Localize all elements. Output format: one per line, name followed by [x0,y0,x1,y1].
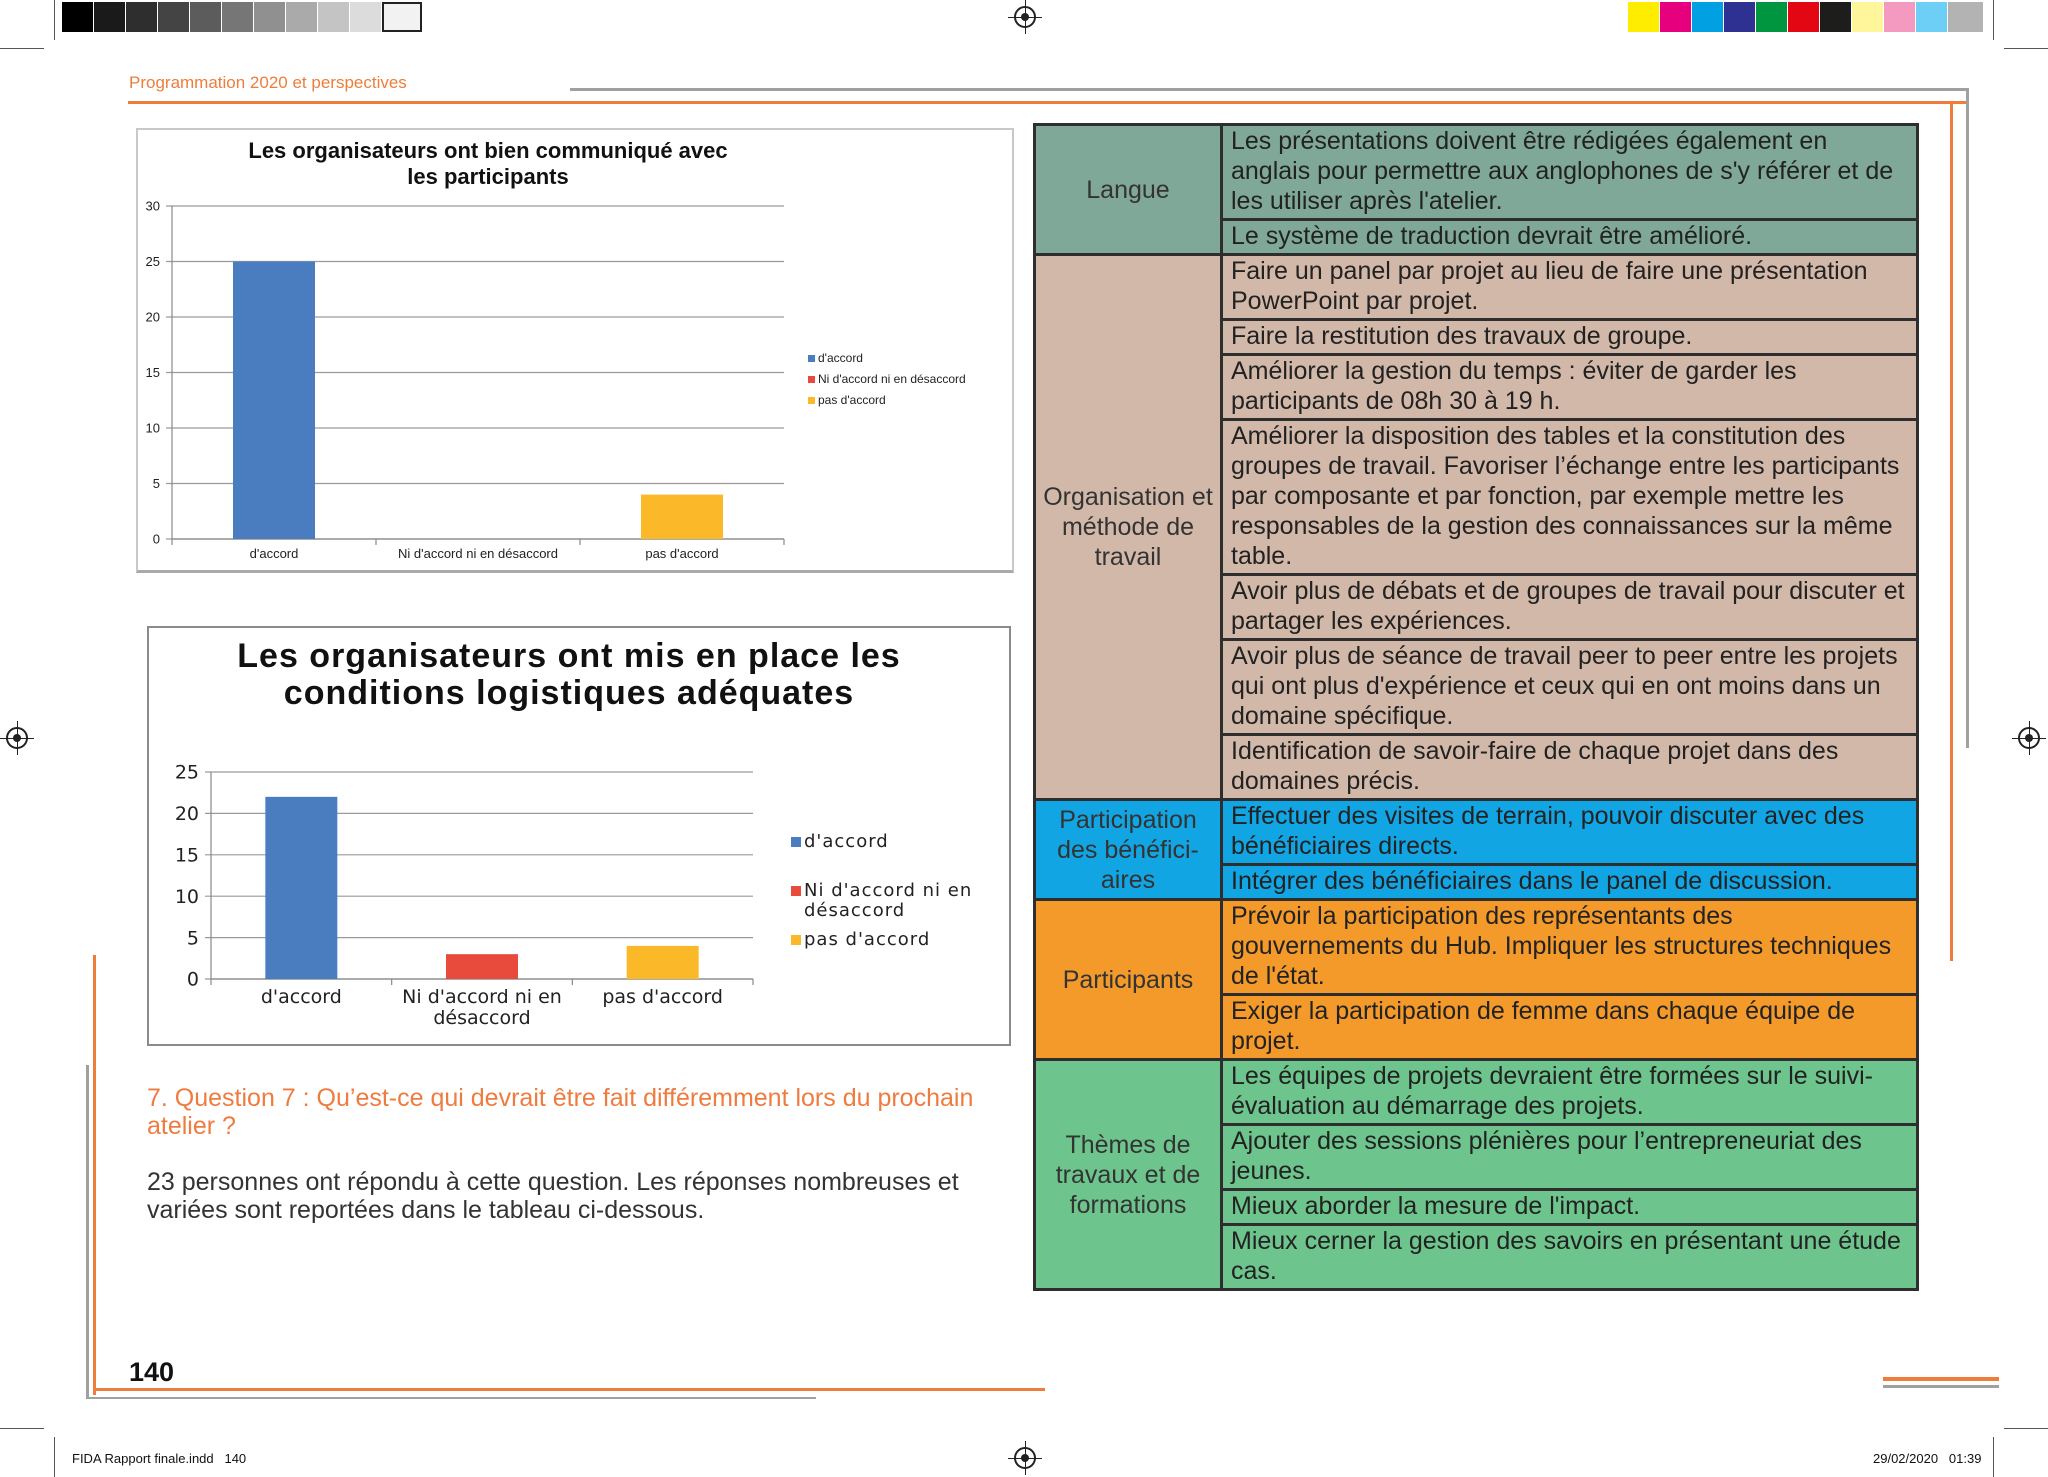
table-cell: Exiger la participation de femme dans chaque équipe de projet. [1222,995,1918,1060]
feedback-table [1033,123,1919,1291]
legend-swatch [791,837,801,847]
table-row [1035,125,1918,220]
registration-mark-left [6,727,28,749]
table-cell: Avoir plus de débats et de groupes de travail pour discuter et partager les expériences. [1222,575,1918,640]
legend-label: Ni d'accord ni en [804,880,973,901]
chart-2-title: Les organisateurs ont mis en place les conditions logistiques adéquates [237,637,901,712]
footer-file: FIDA Rapport finale.indd 140 [72,1451,247,1466]
x-tick-label: pas d'accord [645,546,719,561]
y-tick-label: 25 [145,254,160,270]
y-tick-label: 15 [145,365,160,381]
category-cell: Organisation et méthode de travail [1035,255,1222,800]
page-number: 140 [129,1357,175,1387]
y-tick-label: 5 [152,476,160,492]
legend-label: d'accord [818,351,863,365]
category-cell: Participation des bénéfici-aires [1035,800,1222,900]
category-cell: Participants [1035,900,1222,1060]
registration-mark-bottom [1014,1447,1036,1469]
table-row [1035,800,1918,865]
table-cell: Améliorer la disposition des tables et la constitution des groupes de travail. Favoriser l’échange entre les participants par composante et par fonction, par exemple mettre les responsables de la gestion des connaissances sur la même table. [1222,420,1918,575]
footer-right-gray-rule [1883,1385,1999,1388]
header-orange-rule [128,101,1966,104]
table-cell: Faire un panel par projet au lieu de faire une présentation PowerPoint par projet. [1222,255,1918,320]
y-tick-label: 20 [174,803,199,826]
table-cell: Ajouter des sessions plénières pour l’entrepreneuriat des jeunes. [1222,1125,1918,1190]
registration-mark-top [1014,6,1036,28]
x-tick-label: désaccord [433,1006,531,1029]
y-tick-label: 15 [174,844,199,867]
left-gray-rule [86,1065,89,1397]
bar [446,954,518,979]
y-tick-label: 25 [174,761,199,784]
legend-swatch [808,397,815,404]
footer-datetime: 29/02/2020 01:39 [1873,1451,1982,1466]
legend-swatch [791,935,801,945]
y-tick-label: 30 [145,198,160,214]
bar [233,262,315,540]
table-cell: Intégrer des bénéficiaires dans le panel de discussion. [1222,865,1918,900]
legend-label: Ni d'accord ni en désaccord [818,372,966,386]
legend-swatch [808,376,815,383]
running-title: Programmation 2020 et perspectives [129,73,407,92]
table-cell: Les présentations doivent être rédigées également en anglais pour permettre aux anglophones de s'y référer et de les utiliser après l'atelier. [1222,125,1918,220]
y-tick-label: 10 [174,885,199,908]
x-tick-label: d'accord [260,986,342,1008]
chart-2 [147,626,1011,1046]
bar [627,946,699,979]
question-body: 23 personnes ont répondu à cette question. Les réponses nombreuses et variées sont reportées dans le tableau ci-dessous. [147,1168,959,1224]
bar [641,495,723,539]
legend-label: désaccord [804,899,906,921]
registration-mark-right [2018,727,2040,749]
table-row [1035,1060,1918,1125]
y-tick-label: 0 [186,968,199,991]
table-cell: Effectuer des visites de terrain, pouvoir discuter avec des bénéficiaires directs. [1222,800,1918,865]
table-cell: Les équipes de projets devraient être formées sur le suivi-évaluation au démarrage des projets. [1222,1060,1918,1125]
x-tick-label: Ni d'accord ni en [402,986,562,1008]
chart-1 [136,128,1014,573]
bar [265,797,337,979]
footer-orange-rule [93,1388,1045,1391]
chart-1-title: Les organisateurs ont bien communiqué avec les participants [248,138,728,189]
legend-label: pas d'accord [804,929,931,950]
table-cell: Le système de traduction devrait être amélioré. [1222,220,1918,255]
left-orange-rule [93,955,96,1395]
table-cell: Prévoir la participation des représentants des gouvernements du Hub. Impliquer les structures techniques de l'état. [1222,900,1918,995]
legend-swatch [808,355,815,362]
x-tick-label: pas d'accord [602,986,723,1008]
table-cell: Identification de savoir-faire de chaque projet dans des domaines précis. [1222,735,1918,800]
footer-gray-rule [86,1397,816,1399]
table-cell: Améliorer la gestion du temps : éviter de garder les participants de 08h 30 à 19 h. [1222,355,1918,420]
table-cell: Faire la restitution des travaux de groupe. [1222,320,1918,355]
table-cell: Mieux aborder la mesure de l'impact. [1222,1190,1918,1225]
legend-swatch [791,886,801,896]
category-cell: Langue [1035,125,1222,255]
table-row [1035,255,1918,320]
legend-label: pas d'accord [818,393,886,407]
table-cell: Avoir plus de séance de travail peer to peer entre les projets qui ont plus d'expérience et ceux qui en ont moins dans un domaine spécifique. [1222,640,1918,735]
y-tick-label: 5 [186,927,199,950]
right-orange-rule [1950,101,1953,961]
x-tick-label: Ni d'accord ni en désaccord [397,546,559,561]
question-title: 7. Question 7 : Qu’est-ce qui devrait être fait différemment lors du prochain atelier ? [147,1084,974,1140]
legend-label: d'accord [804,831,889,852]
y-tick-label: 10 [145,420,160,436]
table-cell: Mieux cerner la gestion des savoirs en présentant une étude cas. [1222,1225,1918,1290]
y-tick-label: 20 [145,309,160,325]
footer-right-orange-rule [1883,1377,1999,1381]
header-gray-rule [570,88,1968,91]
right-gray-rule [1966,88,1969,748]
chart-1-svg [138,130,1012,570]
category-cell: Thèmes de travaux et de formations [1035,1060,1222,1290]
y-tick-label: 0 [152,531,160,547]
x-tick-label: d'accord [249,546,299,561]
table-row [1035,900,1918,995]
